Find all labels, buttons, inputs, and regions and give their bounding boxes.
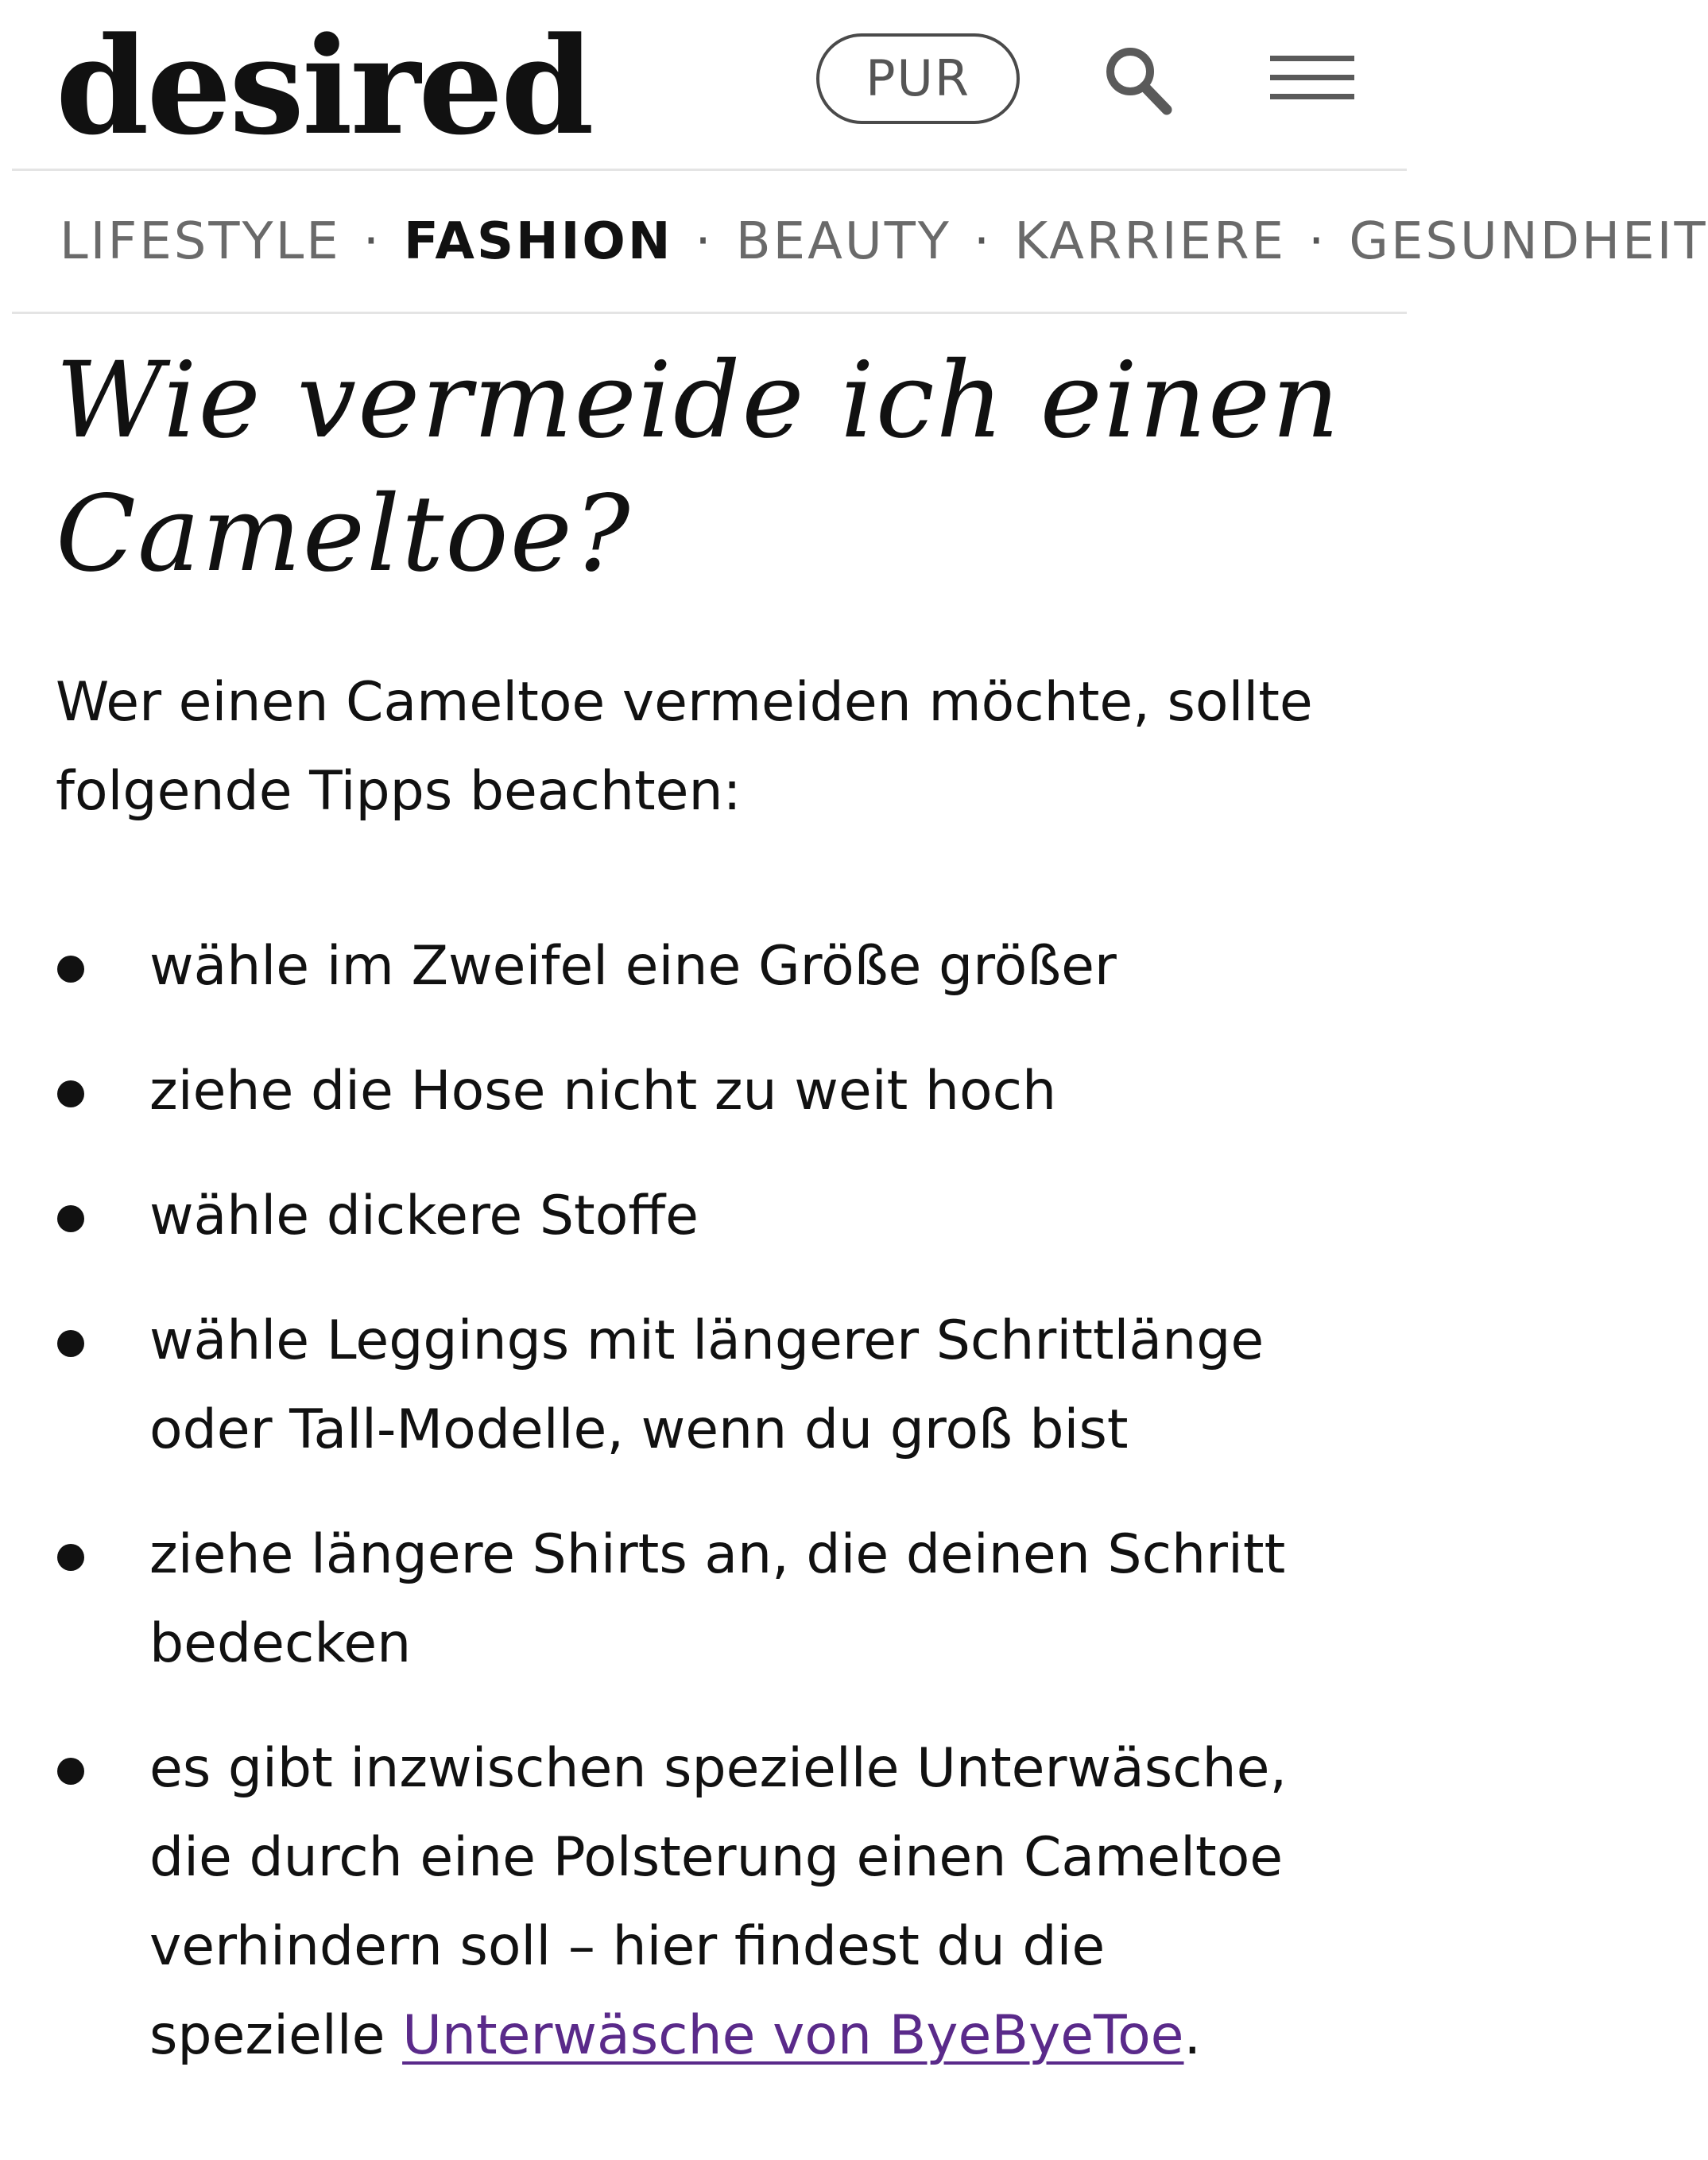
site-header <box>0 0 1409 169</box>
tips-list <box>0 922 1409 2116</box>
nav-separator: · <box>362 211 382 271</box>
category-nav-track <box>60 171 1708 312</box>
nav-separator: · <box>1308 211 1327 271</box>
list-item <box>0 1172 1409 1261</box>
tip-text: es gibt inzwischen spezielle Unterwäsche, die durch eine Polsterung einen Cameltoe verhindern soll – hier findest du die spezielle <box>149 1737 1288 2067</box>
hamburger-menu-icon <box>1270 49 1356 113</box>
nav-divider <box>12 312 1407 314</box>
list-item <box>0 1297 1409 1475</box>
nav-separator: · <box>973 211 993 271</box>
tip-text: wähle Leggings mit längerer Schrittlänge oder Tall-Modelle, wenn du groß bist <box>149 1309 1265 1461</box>
tip-text: ziehe längere Shirts an, die deinen Schritt bedecken <box>149 1523 1286 1675</box>
category-nav <box>0 171 1708 312</box>
bullet <box>57 1758 84 1785</box>
list-item <box>0 922 1409 1011</box>
bullet <box>57 1544 84 1571</box>
search-button[interactable] <box>1097 41 1184 121</box>
bullet <box>57 956 84 983</box>
list-item <box>0 1047 1409 1136</box>
tip-text-end: . <box>1183 2004 1202 2067</box>
tip-text: wähle im Zweifel eine Größe größer <box>149 935 1117 998</box>
byebyetoe-link[interactable]: Unterwäsche von ByeByeToe <box>402 2004 1184 2067</box>
list-item <box>0 1724 1409 2081</box>
tip-text: wähle dickere Stoffe <box>149 1185 699 1247</box>
bullet <box>57 1080 84 1107</box>
nav-item-beauty[interactable]: BEAUTY <box>735 211 951 271</box>
nav-item-gesundheit[interactable]: GESUNDHEIT <box>1349 211 1708 271</box>
nav-item-karriere[interactable]: KARRIERE <box>1014 211 1286 271</box>
site-logo[interactable]: desired <box>56 7 592 165</box>
bullet <box>57 1330 84 1357</box>
nav-separator: · <box>695 211 714 271</box>
list-item <box>0 1510 1409 1689</box>
article-intro: Wer einen Cameltoe vermeiden möchte, sollte folgende Tipps beachten: <box>56 671 1313 823</box>
nav-item-lifestyle[interactable]: LIFESTYLE <box>60 211 341 271</box>
bullet <box>57 1205 84 1232</box>
tip-text: ziehe die Hose nicht zu weit hoch <box>149 1060 1057 1123</box>
menu-button[interactable] <box>1270 49 1356 113</box>
article-heading: Wie vermeide ich einen Cameltoe? <box>56 339 1342 595</box>
pur-button[interactable]: PUR <box>816 33 1020 124</box>
nav-item-fashion[interactable]: FASHION <box>404 211 673 271</box>
search-icon <box>1097 41 1184 121</box>
